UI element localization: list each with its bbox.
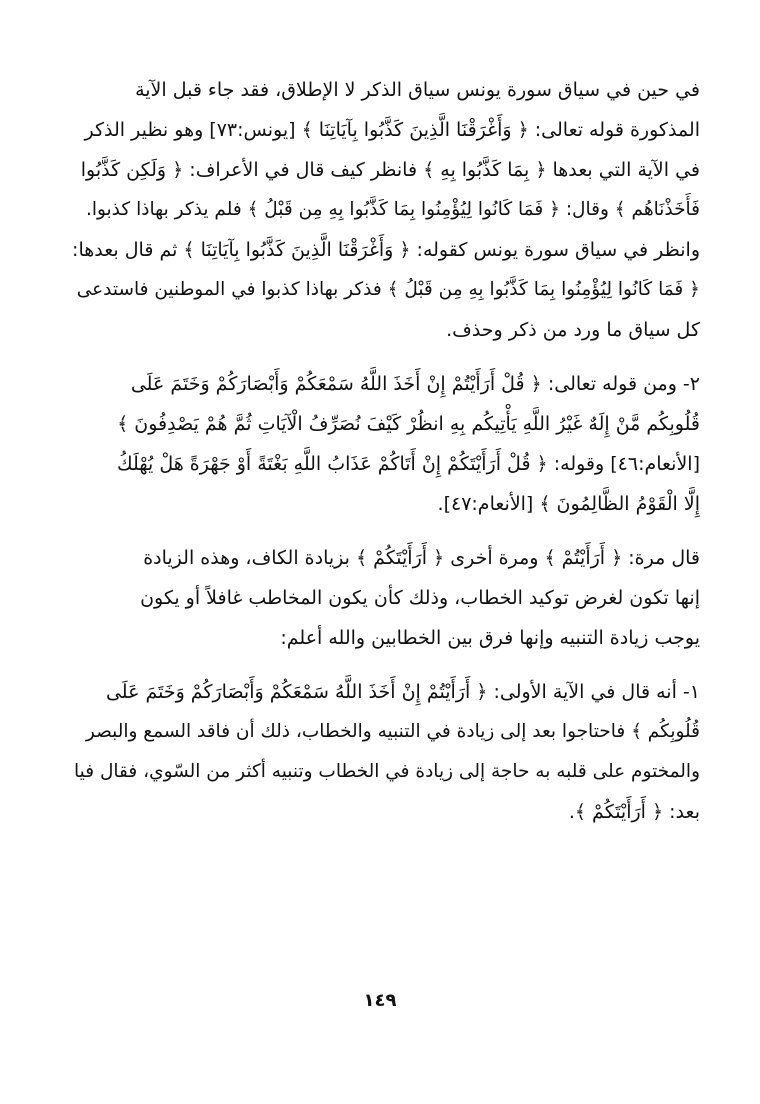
page-number: ١٤٩ [363, 990, 397, 1011]
text-line: بعد: ﴿ أَرَأَيْتَكُمْ ﴾. [568, 801, 700, 823]
paragraph-3 [70, 538, 700, 658]
text-line: إِلَّا الْقَوْمُ الظَّالِمُونَ ﴾ [الأنعام:٤٧]. [437, 493, 700, 515]
text-line: قُلُوبِكُم ﴾ فاحتاجوا بعد إلى زيادة في التنبيه والخطاب، ذلك أن فاقد السمع والبصر [85, 721, 700, 742]
text-line: المذكورة قوله تعالى: ﴿ وَأَغْرَقْنَا الَّذِينَ كَذَّبُوا بِآيَاتِنَا ﴾ [يونس:٧٣] وهو نظير الذكر [84, 119, 700, 141]
text-line: [الأنعام:٤٦] وقوله: ﴿ قُلْ أَرَأَيْتَكُمْ إِنْ أَتَاكُمْ عَذَابُ اللَّهِ بَغْتَةً أَوْ جَهْرَةً هَلْ يُهْلَكُ [116, 453, 700, 475]
text-line: ﴿ فَمَا كَانُوا لِيُؤْمِنُوا بِمَا كَذَّبُوا بِهِ مِن قَبْلُ ﴾ فذكر بهاذا كذبوا في الموطنين فاستدعى [76, 279, 700, 300]
text-line: في حين في سياق سورة يونس سياق الذكر لا الإطلاق، فقد جاء قبل الآية [135, 79, 700, 101]
paragraph-2 [70, 364, 700, 524]
text-line: والمختوم على قلبه به حاجة إلى زيادة في الخطاب وتنبيه أكثر من السّوي، فقال فيا [74, 761, 700, 782]
text-line: يوجب زيادة التنبيه وإنها فرق بين الخطابين والله أعلم: [280, 627, 700, 649]
text-line: وانظر في سياق سورة يونس كقوله: ﴿ وَأَغْرَقْنَا الَّذِينَ كَذَّبُوا بِآيَاتِنَا ﴾ ثم قال بعدها: [72, 239, 700, 261]
paragraph-4 [70, 672, 700, 832]
text-line: ٢- ومن قوله تعالى: ﴿ قُلْ أَرَأَيْتُمْ إِنْ أَخَذَ اللَّهُ سَمْعَكُمْ وَأَبْصَارَكُمْ وَخَتَمَ عَلَى [130, 373, 700, 395]
text-line: قُلُوبِكُم مَّنْ إِلَهٌ غَيْرُ اللَّهِ يَأْتِيكُم بِهِ انظُرْ كَيْفَ نُصَرِّفُ الْآيَاتِ ثُمَّ هُمْ يَصْدِفُونَ ﴾ [117, 413, 700, 435]
text-line: في الآية التي بعدها ﴿ بِمَا كَذَّبُوا بِهِ ﴾ فانظر كيف قال في الأعراف: ﴿ وَلَكِن كَذَّبُوا [80, 159, 700, 181]
text-line: كل سياق ما ورد من ذكر وحذف. [446, 319, 700, 341]
paragraph-1 [70, 70, 700, 350]
text-line: قال مرة: ﴿ أَرَأَيْتُمْ ﴾ ومرة أخرى ﴿ أَرَأَيْتَكُمْ ﴾ بزيادة الكاف، وهذه الزيادة [143, 547, 700, 569]
text-line: ١- أنه قال في الآية الأولى: ﴿ أَرَأَيْتُمْ إِنْ أَخَذَ اللَّهُ سَمْعَكُمْ وَأَبْصَارَكُمْ وَخَتَمَ عَلَى [105, 681, 700, 703]
body-text [70, 70, 700, 832]
text-line: فَأَخَذْنَاهُم ﴾ وقال: ﴿ فَمَا كَانُوا لِيُؤْمِنُوا بِمَا كَذَّبُوا بِهِ مِن قَبْلُ ﴾ فلم يذكر بهاذا كذبوا. [85, 199, 700, 220]
text-line: إنها تكون لغرض توكيد الخطاب، وذلك كأن يكون المخاطب غافلاً أو يكون [140, 587, 700, 609]
